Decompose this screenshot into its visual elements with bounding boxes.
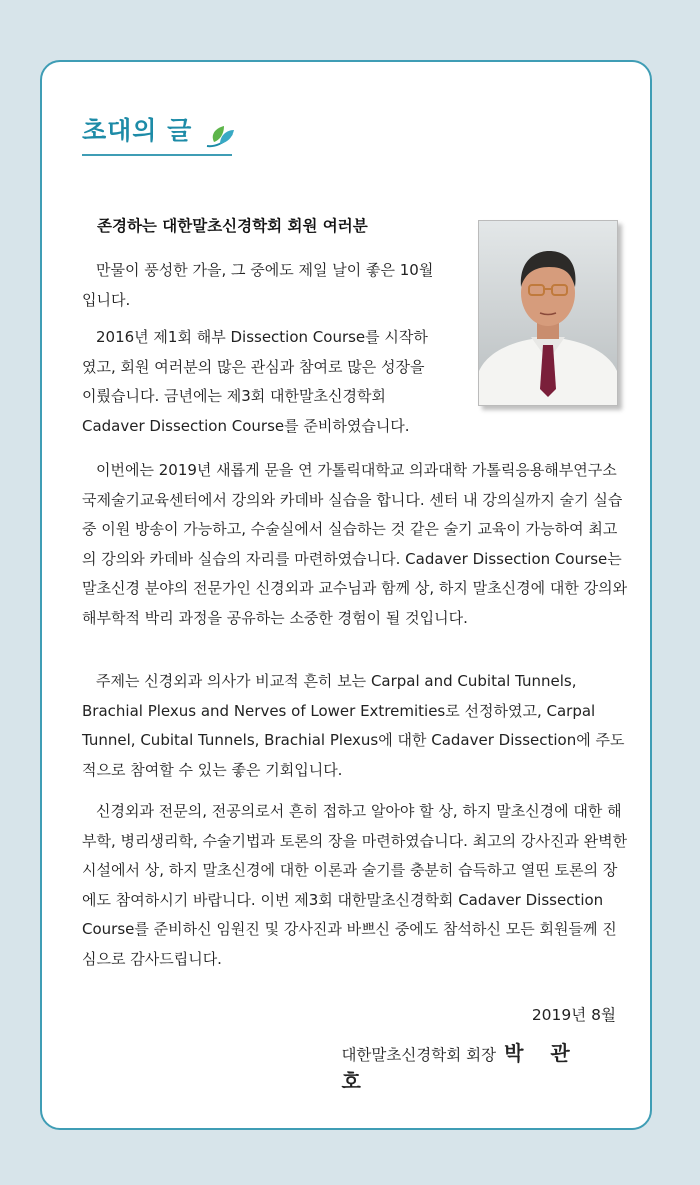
page-title: 초대의 글 xyxy=(82,116,193,145)
signer-name: 박 관 호 xyxy=(341,1041,580,1093)
greeting-heading: 존경하는 대한말초신경학회 회원 여러분 xyxy=(97,217,368,235)
paragraph-3: 이번에는 2019년 새롭게 문을 연 가톨릭대학교 의과대학 가톨릭응용해부연구소 국제술기교육센터에서 강의와 카데바 실습을 합니다. 센터 내 강의실까지 술기 실습 중 이원 방송이 가능하고, 수술실에서 실습하는 것 같은 술기 교육이 가능하여 최고의 강의와 카데바 실습의 자리를 마련하였습니다. Cadaver Dissection Course는 말초신경 분야의 전문가인 신경외과 교수님과 함께 상, 하지 말초신경에 대한 강의와 해부학적 박리 과정을 공유하는 소중한 경험이 될 것입니다. xyxy=(82,461,628,627)
portrait-photo xyxy=(478,220,618,406)
letter-date: 2019년 8월 xyxy=(531,1006,616,1024)
paragraph-2: 2016년 제1회 해부 Dissection Course를 시작하였고, 회원 여러분의 많은 관심과 참여로 많은 성장을 이뤘습니다. 금년에는 제3회 대한말초신경학회 Cadaver Dissection Course를 준비하였습니다. xyxy=(82,328,428,435)
signature xyxy=(341,1040,616,1096)
paragraph-4: 주제는 신경외과 의사가 비교적 흔히 보는 Carpal and Cubital Tunnels, Brachial Plexus and Nerves of Lower Extremities로 선정하였고, Carpal Tunnel, Cubital Tunnels, Brachial Plexus에 대한 Cadaver Dissection에 주도적으로 참여할 수 있는 좋은 기회입니다. xyxy=(82,672,625,779)
portrait-illustration xyxy=(479,221,617,405)
paragraph-1: 만물이 풍성한 가을, 그 중에도 제일 날이 좋은 10월입니다. xyxy=(82,261,434,309)
title-underline xyxy=(82,154,232,156)
leaf-icon xyxy=(204,120,236,152)
title-block xyxy=(82,114,192,148)
signer-position: 대한말초신경학회 회장 xyxy=(341,1046,497,1064)
paragraph-5: 신경외과 전문의, 전공의로서 흔히 접하고 알아야 할 상, 하지 말초신경에 대한 해부학, 병리생리학, 수술기법과 토론의 장을 마련하였습니다. 최고의 강사진과 완벽한 시설에서 상, 하지 말초신경에 대한 이론과 술기를 충분히 습득하고 열띤 토론의 장에도 참여하시기 바랍니다. 이번 제3회 대한말초신경학회 Cadaver Dissection Course를 준비하신 임원진 및 강사진과 바쁘신 중에도 참석하신 모든 회원들께 진심으로 감사드립니다. xyxy=(82,802,628,968)
invitation-card xyxy=(40,60,652,1130)
